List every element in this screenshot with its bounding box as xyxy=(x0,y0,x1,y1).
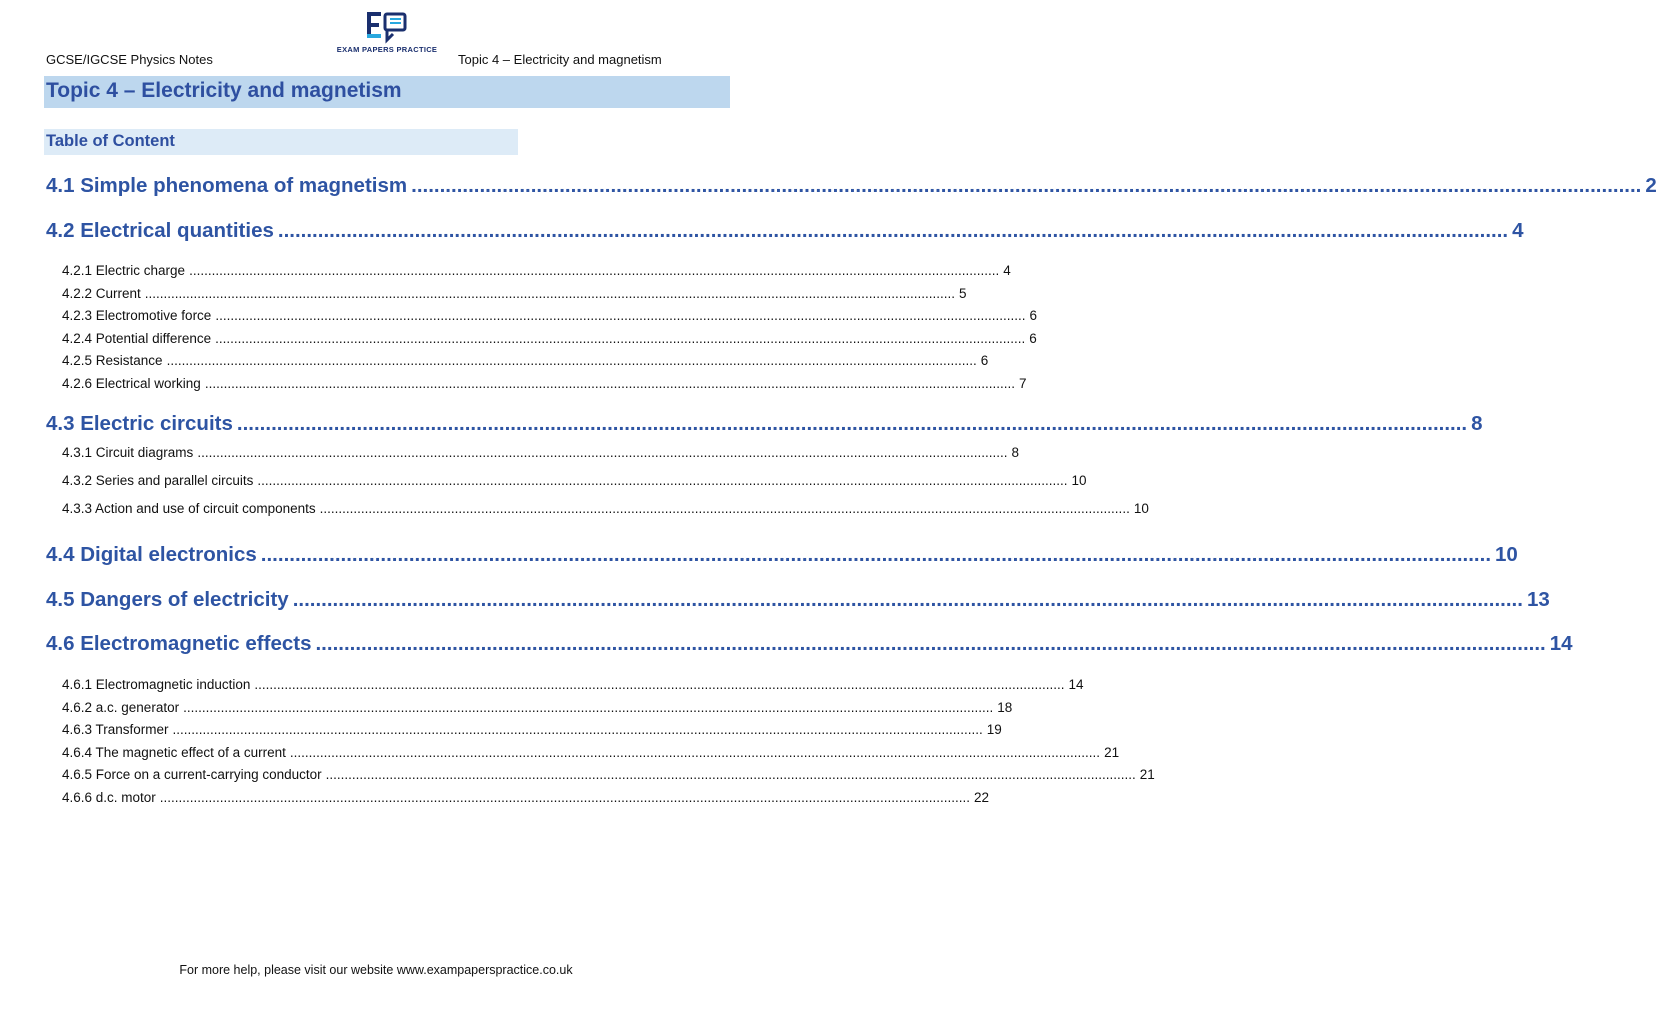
logo xyxy=(335,10,439,60)
toc-leader-dots: ........................................................................................................................................................................................................................ xyxy=(144,286,955,301)
toc-entry[interactable] xyxy=(46,543,1518,567)
toc-entry-label: 4.6.1 Electromagnetic induction xyxy=(62,677,251,692)
toc-leader-dots: ........................................................................................................................................................................................................................ xyxy=(277,219,1509,242)
exam-papers-practice-logo-icon xyxy=(365,10,409,44)
toc-entry-page: 14 xyxy=(1549,632,1573,655)
toc-entry-label: 4.3.3 Action and use of circuit components xyxy=(62,501,316,516)
toc-entry[interactable] xyxy=(62,353,989,368)
toc-leader-dots: ........................................................................................................................................................................................................................ xyxy=(254,677,1065,692)
toc-entry-label: 4.2.2 Current xyxy=(62,286,141,301)
page-title: Topic 4 – Electricity and magnetism xyxy=(44,76,730,108)
footer-website-note: For more help, please visit our website www.exampaperspractice.co.uk xyxy=(179,963,573,977)
toc-entry[interactable] xyxy=(62,286,967,301)
toc-entry-label: 4.6.4 The magnetic effect of a current xyxy=(62,745,286,760)
toc-entry[interactable] xyxy=(62,473,1087,488)
toc-entry-page: 2 xyxy=(1645,174,1657,197)
toc-entry[interactable] xyxy=(62,308,1038,323)
toc-entry[interactable] xyxy=(62,790,989,805)
toc-leader-dots: ........................................................................................................................................................................................................................ xyxy=(215,331,1026,346)
toc-entry[interactable] xyxy=(46,412,1483,436)
toc-entry-label: 4.2.6 Electrical working xyxy=(62,376,201,391)
toc-leader-dots: ........................................................................................................................................................................................................................ xyxy=(260,543,1492,566)
toc-entry-page: 19 xyxy=(986,722,1002,737)
toc-heading: Table of Content xyxy=(44,129,518,155)
toc-entry-page: 5 xyxy=(958,286,967,301)
toc-entry[interactable] xyxy=(62,501,1149,516)
toc-entry-label: 4.2 Electrical quantities xyxy=(46,219,274,242)
toc-entry[interactable] xyxy=(46,219,1524,243)
toc-entry-label: 4.6.5 Force on a current-carrying conductor xyxy=(62,767,322,782)
toc-entry-label: 4.3.1 Circuit diagrams xyxy=(62,445,194,460)
toc-entry[interactable] xyxy=(62,767,1155,782)
header-course-title: GCSE/IGCSE Physics Notes xyxy=(46,52,213,67)
toc-entry-label: 4.6 Electromagnetic effects xyxy=(46,632,312,655)
toc-entry-page: 6 xyxy=(1029,308,1038,323)
toc-leader-dots: ........................................................................................................................................................................................................................ xyxy=(289,745,1101,760)
toc-entry-page: 22 xyxy=(973,790,989,805)
toc-entry-label: 4.2.5 Resistance xyxy=(62,353,163,368)
toc-entry-page: 6 xyxy=(980,353,989,368)
toc-entry[interactable] xyxy=(46,588,1550,612)
toc-entry[interactable] xyxy=(62,700,1013,715)
toc-entry-page: 13 xyxy=(1526,588,1550,611)
toc-entry-page: 7 xyxy=(1018,376,1027,391)
toc-entry-label: 4.3.2 Series and parallel circuits xyxy=(62,473,254,488)
toc-entry-label: 4.5 Dangers of electricity xyxy=(46,588,289,611)
toc-entry-label: 4.2.4 Potential difference xyxy=(62,331,212,346)
toc-entry[interactable] xyxy=(46,632,1573,656)
toc-leader-dots: ........................................................................................................................................................................................................................ xyxy=(325,767,1136,782)
toc-leader-dots: ........................................................................................................................................................................................................................ xyxy=(411,174,1642,197)
toc-leader-dots: ........................................................................................................................................................................................................................ xyxy=(159,790,970,805)
toc-entry-page: 14 xyxy=(1068,677,1084,692)
logo-text: EXAM PAPERS PRACTICE xyxy=(336,45,438,54)
toc-leader-dots: ........................................................................................................................................................................................................................ xyxy=(197,445,1008,460)
toc-entry-page: 8 xyxy=(1471,412,1483,435)
toc-entry-page: 4 xyxy=(1512,219,1524,242)
toc-leader-dots: ........................................................................................................................................................................................................................ xyxy=(172,722,983,737)
toc-leader-dots: ........................................................................................................................................................................................................................ xyxy=(292,588,1523,611)
toc-entry-label: 4.6.6 d.c. motor xyxy=(62,790,156,805)
toc-entry-page: 8 xyxy=(1011,445,1019,460)
toc-leader-dots: ........................................................................................................................................................................................................................ xyxy=(183,700,994,715)
toc-leader-dots: ........................................................................................................................................................................................................................ xyxy=(319,501,1130,516)
toc-entry-page: 10 xyxy=(1495,543,1518,566)
toc-entry-label: 4.2.1 Electric charge xyxy=(62,263,186,278)
toc-entry[interactable] xyxy=(62,263,1011,278)
toc-entry-page: 21 xyxy=(1139,767,1155,782)
toc-entry-label: 4.6.2 a.c. generator xyxy=(62,700,180,715)
toc-leader-dots: ........................................................................................................................................................................................................................ xyxy=(236,412,1468,435)
toc-leader-dots: ........................................................................................................................................................................................................................ xyxy=(315,632,1546,655)
toc-entry-page: 6 xyxy=(1029,331,1037,346)
toc-entry[interactable] xyxy=(62,722,1002,737)
toc-entry[interactable] xyxy=(62,376,1027,391)
toc-entry[interactable] xyxy=(62,331,1037,346)
toc-entry[interactable] xyxy=(62,445,1019,460)
header-topic-title: Topic 4 – Electricity and magnetism xyxy=(458,52,662,67)
toc-entry-page: 4 xyxy=(1003,263,1011,278)
toc-entry-page: 10 xyxy=(1133,501,1149,516)
toc-entry-label: 4.3 Electric circuits xyxy=(46,412,233,435)
toc-entry-page: 18 xyxy=(997,700,1013,715)
toc-leader-dots: ........................................................................................................................................................................................................................ xyxy=(166,353,977,368)
toc-leader-dots: ........................................................................................................................................................................................................................ xyxy=(189,263,1000,278)
toc-entry[interactable] xyxy=(62,745,1120,760)
toc-entry[interactable] xyxy=(46,174,1657,198)
toc-leader-dots: ........................................................................................................................................................................................................................ xyxy=(215,308,1026,323)
toc-entry-label: 4.1 Simple phenomena of magnetism xyxy=(46,174,408,197)
toc-leader-dots: ........................................................................................................................................................................................................................ xyxy=(204,376,1015,391)
toc-entry-label: 4.4 Digital electronics xyxy=(46,543,257,566)
toc-entry-label: 4.2.3 Electromotive force xyxy=(62,308,212,323)
toc-entry[interactable] xyxy=(62,677,1084,692)
toc-entry-page: 10 xyxy=(1071,473,1087,488)
toc-entry-label: 4.6.3 Transformer xyxy=(62,722,169,737)
toc-entry-page: 21 xyxy=(1104,745,1120,760)
toc-leader-dots: ........................................................................................................................................................................................................................ xyxy=(257,473,1068,488)
